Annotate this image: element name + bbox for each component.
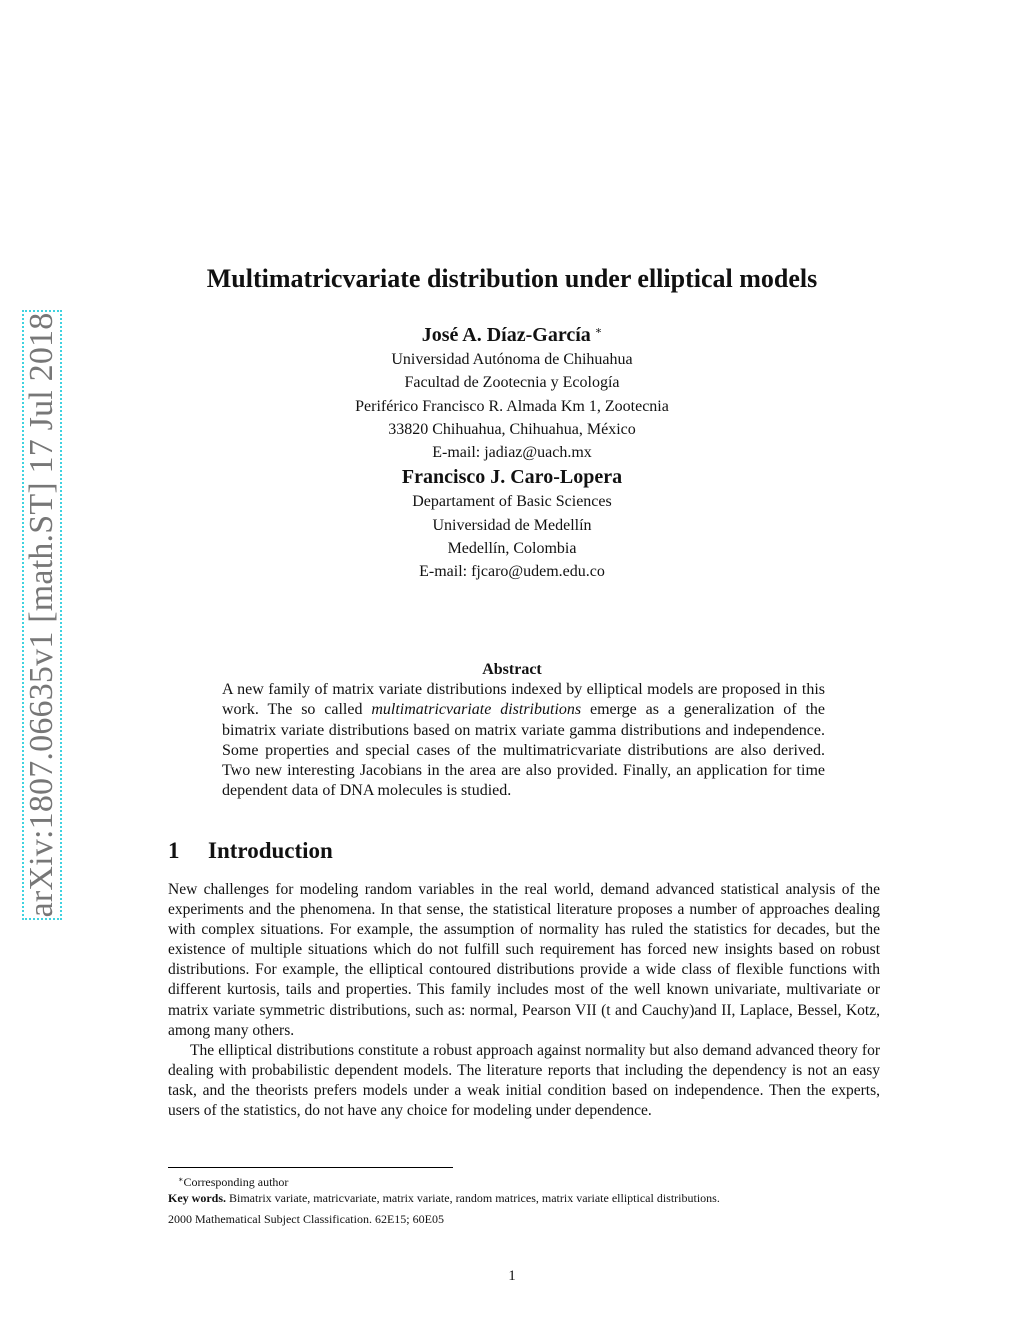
affiliation-line: 33820 Chihuahua, Chihuahua, México <box>388 420 636 438</box>
affiliation-line: Departament of Basic Sciences <box>412 493 612 511</box>
introduction-body <box>168 880 880 1121</box>
paragraph: The elliptical distributions constitute a robust approach against normality but also demand advanced theory for dealing with probabilistic dependent models. The literature reports that including the dependency is not an easy task, and the theorists prefers models under a weak initial condition based on independence. Then the experts, users of the statistics, do not have any choice for modeling under dependence. <box>168 1041 880 1120</box>
author-block <box>0 318 1024 584</box>
footnote-keywords: Key words. Bimatrix variate, matricvariate, matrix variate, random matrices, matrix variate elliptical distributions. <box>168 1190 720 1205</box>
section-title: Introduction <box>208 838 333 863</box>
page-number: 1 <box>508 1268 516 1284</box>
abstract-heading: Abstract <box>482 661 542 678</box>
corresponding-mark: ∗ <box>594 325 603 337</box>
author-name: Francisco J. Caro-Lopera <box>401 466 623 489</box>
paragraph: New challenges for modeling random variables in the real world, demand advanced statistical analysis of the experiments and the phenomena. In that sense, the statistical literature proposes a number of approaches dealing with complex situations. For example, the assumption of normality has ruled the statistics for decades, but the existence of multiple situations which do not fulfill such requirement has forced new insights based on robust distributions. For example, the elliptical contoured distributions provide a wide class of flexible functions with different kurtosis, tails and properties. This family includes most of the well known univariate, multivariate or matrix variate symmetric distributions, such as: normal, Pearson VII (t and Cauchy)and II, Laplace, Bessel, Kotz, among many others. <box>168 881 880 1039</box>
author-email: E-mail: jadiaz@uach.mx <box>432 444 592 462</box>
footnote-rule <box>168 1167 453 1168</box>
author-name: José A. Díaz-García ∗ <box>421 324 603 346</box>
author-email: E-mail: fjcaro@udem.edu.co <box>419 563 605 581</box>
footnote-corresponding: ∗Corresponding author <box>178 1175 289 1189</box>
affiliation-line: Facultad de Zootecnia y Ecología <box>404 374 620 392</box>
section-heading <box>168 838 333 864</box>
footnotes <box>168 1172 880 1228</box>
affiliation-line: Universidad Autónoma de Chihuahua <box>391 351 633 368</box>
footnote-msc: 2000 Mathematical Subject Classification. 62E15; 60E05 <box>168 1212 444 1226</box>
affiliation-line: Periférico Francisco R. Almada Km 1, Zootecnia <box>355 397 669 415</box>
paper-title: Multimatricvariate distribution under elliptical models <box>206 264 818 293</box>
arxiv-identifier: arXiv:1807.06635v1 [math.ST] 17 Jul 2018 <box>23 312 60 918</box>
affiliation-line: Universidad de Medellín <box>432 516 592 534</box>
abstract-text: A new family of matrix variate distributions indexed by elliptical models are proposed in this work. The so called multimatricvariate distributions emerge as a generalization of the bimatrix variate distributions based on matrix variate gamma distributions and independence. Some properties and special cases of the multimatricvariate distributions are also derived. Two new interesting Jacobians in the area are also provided. Finally, an application for time dependent data of DNA molecules is studied. <box>222 681 826 800</box>
section-number: 1 <box>168 838 180 863</box>
affiliation-line: Medellín, Colombia <box>447 540 577 558</box>
abstract-emphasis: multimatricvariate distributions <box>371 701 582 719</box>
